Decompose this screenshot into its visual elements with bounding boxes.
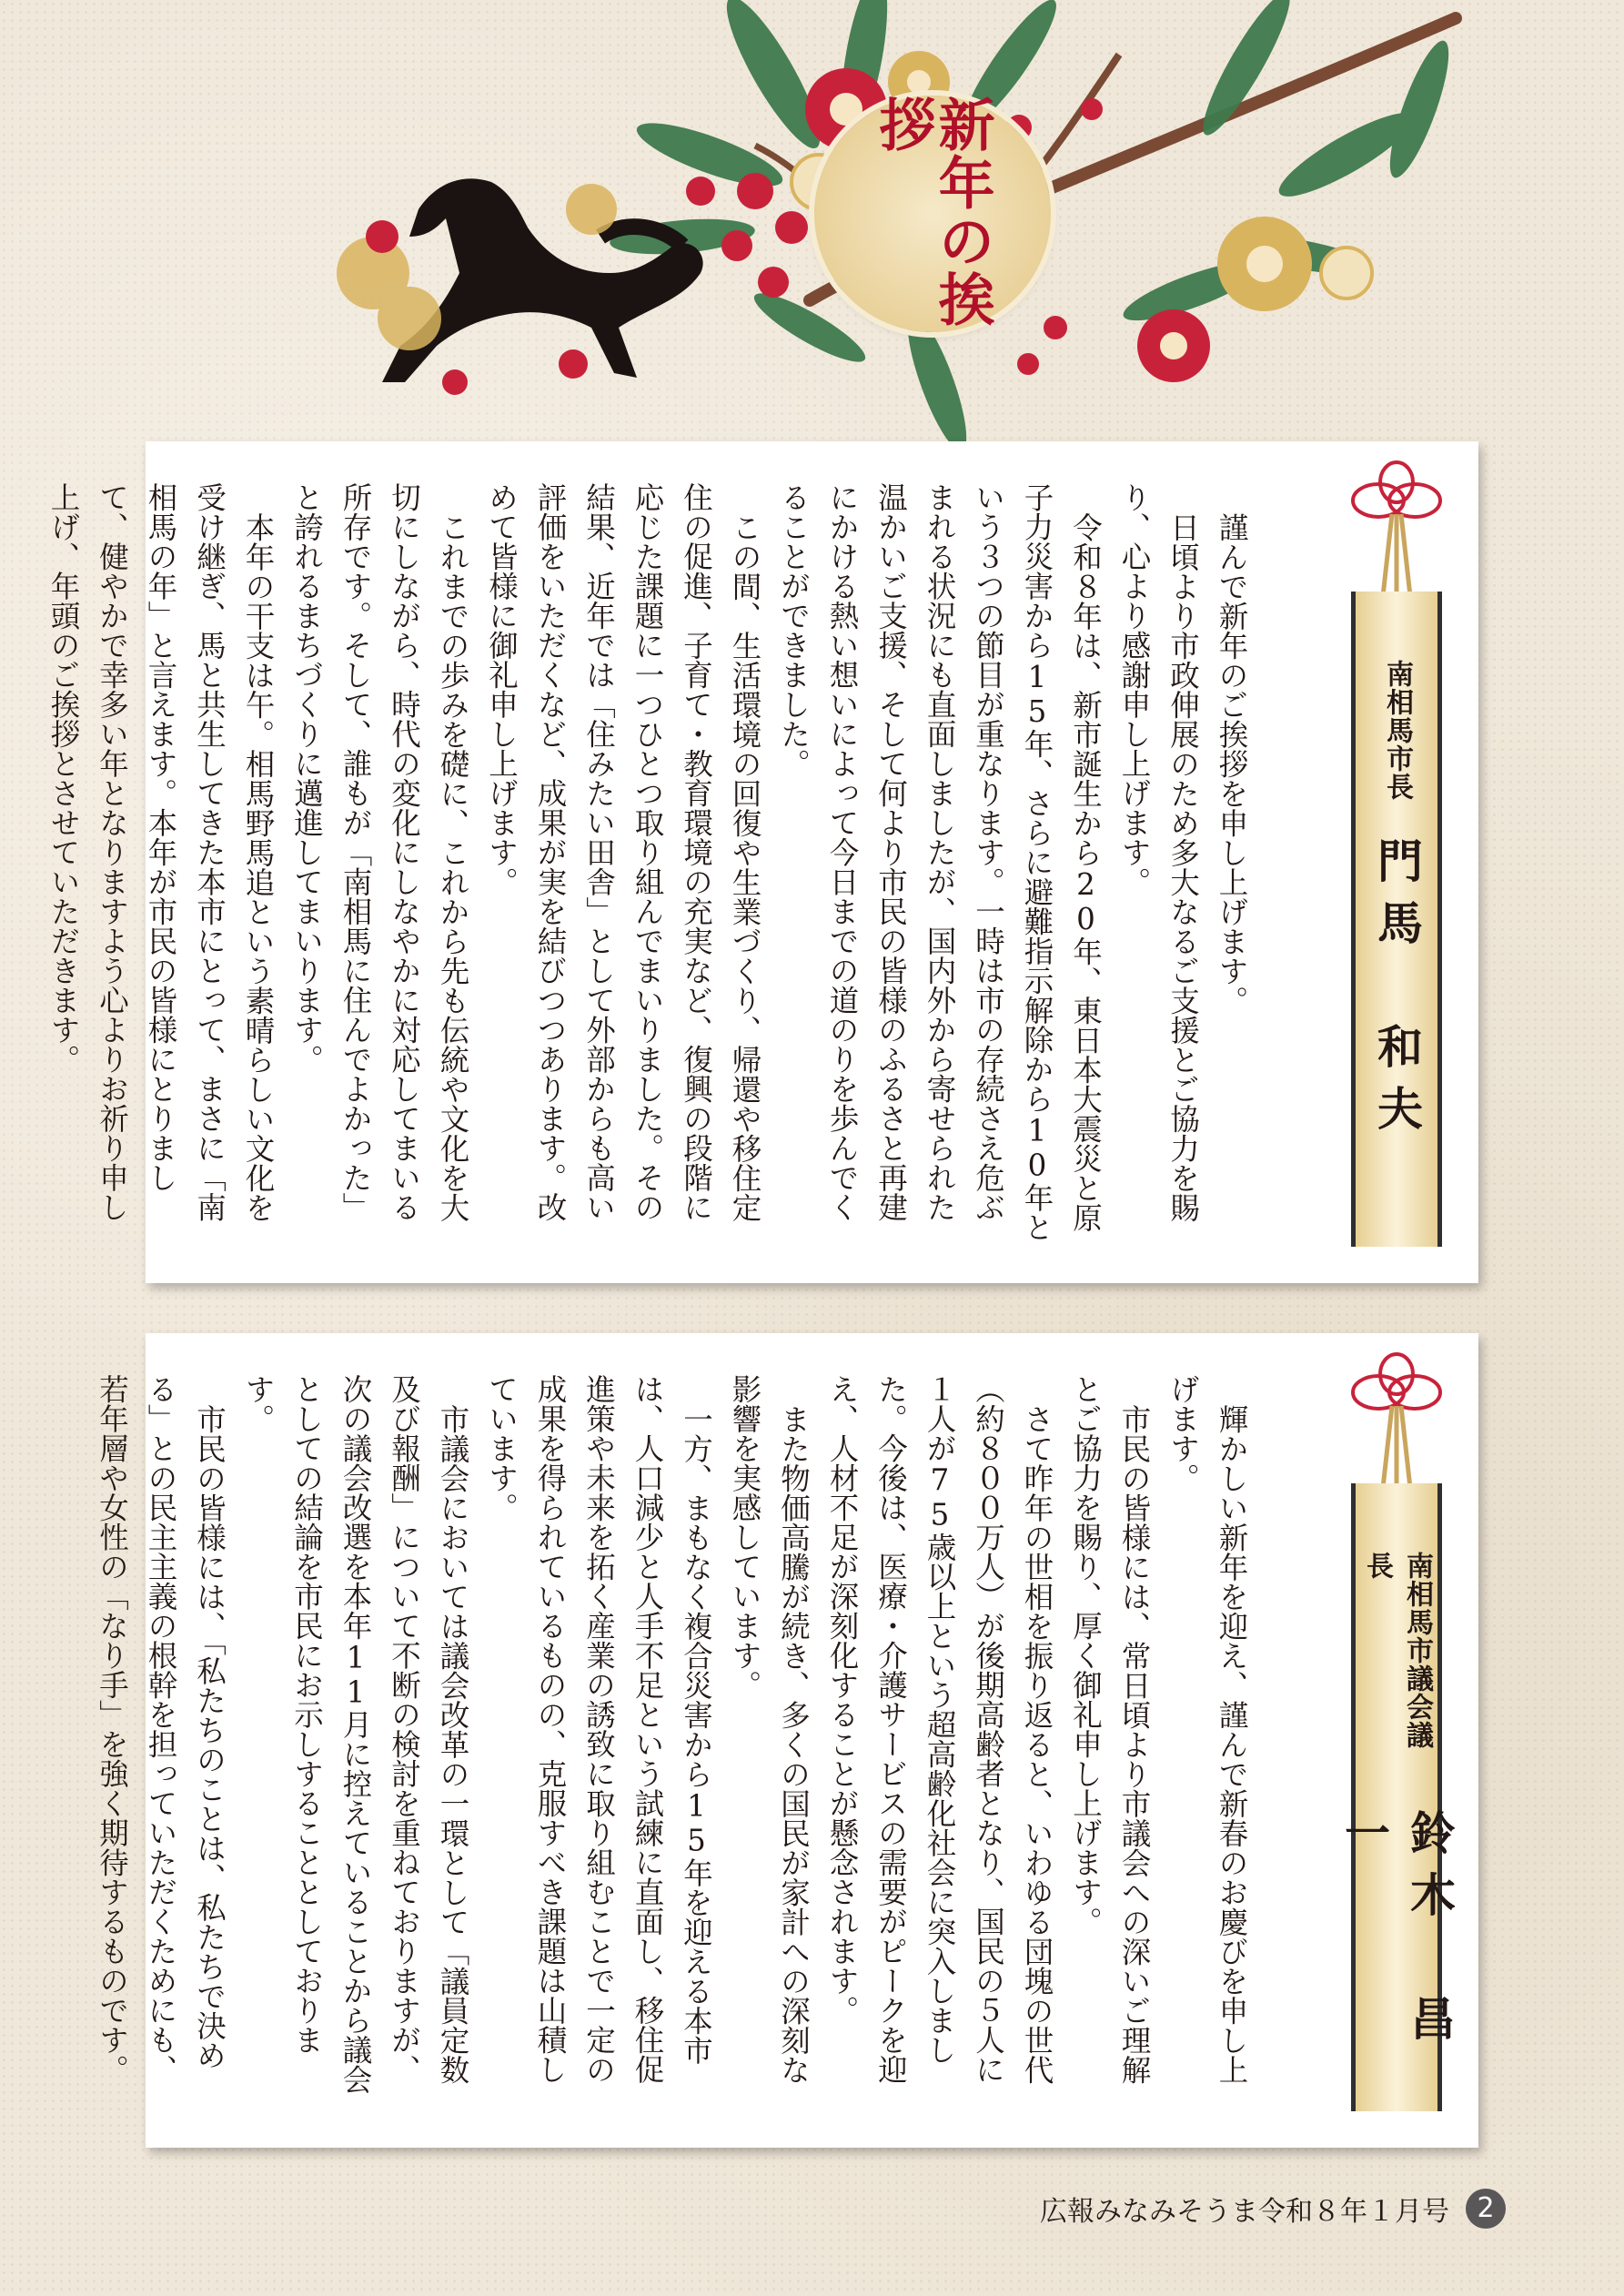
official-name: 門馬 和夫 — [1370, 837, 1424, 1147]
official-title: 南相馬市長 — [1381, 660, 1413, 801]
page-number: 2 — [1466, 2189, 1506, 2229]
paragraph: これまでの歩みを礎に、これから先も伝統や文化を大切にしながら、時代の変化にしなやかに対応してまいる所存です。そして、誰もが「南相馬に住んでよかった」と誇れるまちづくりに邁進してまいります。 — [289, 482, 470, 1222]
paragraph: 令和８年は、新市誕生から20年、東日本大震災と原子力災害から15年、さらに避難指示解除から10年という３つの節目が重なります。一時は市の存続さえ危ぶまれる状況にも直面しましたが、国内外から寄せられた温かいご支援、そして何より市民の皆様のふるさと再建にかける熱い想いによって今日までの道のりを歩んでくることができました。 — [776, 482, 1104, 1242]
footer — [1040, 2189, 1506, 2229]
paragraph: 本年の干支は午。相馬野馬追という素晴らしい文化を受け継ぎ、馬と共生してきた本市にとって、まさに「南相馬の年」と言えます。本年が市民の皆様にとりまして、健やかで幸多い年となりますよう心よりお祈り申し上げ、年頭のご挨拶とさせていただきます。 — [46, 482, 276, 1222]
paragraph: 市民の皆様には、「私たちのことは、私たちで決める」との民主主義の根幹を担っていただくためにも、若年層や女性の「なり手」を強く期待するものです。 — [95, 1374, 227, 2084]
publication-name: 広報みなみそうま令和８年１月号 — [1040, 2196, 1449, 2228]
paragraph: 一方、まもなく複合災害から15年を迎える本市は、人口減少と人手不足という試練に直面し、移住促進策や未来を拓く産業の誘致に取り組むことで一定の成果を得られているものの、克服すべき課題は山積しています。 — [484, 1374, 714, 2084]
title-medallion — [814, 96, 1051, 332]
page-title: 新年の挨拶 — [870, 96, 996, 329]
paragraph: この間、生活環境の回復や生業づくり、帰還や移住定住の促進、子育て・教育環境の充実など、復興の段階に応じた課題に一つひとつ取り組んでまいりました。その結果、近年では「住みたい田舎」として外部からも高い評価をいただくなど、成果が実を結びつつあります。改めて皆様に御礼申し上げます。 — [484, 482, 762, 1222]
mizuhiki-knot-icon — [1342, 1351, 1451, 1497]
name-strip — [1351, 592, 1442, 1247]
chair-greeting-card — [95, 1333, 1478, 2148]
greeting-body — [46, 482, 1256, 1247]
greeting-body — [95, 1374, 1256, 2111]
paragraph: 市民の皆様には、常日頃より市議会への深いご理解とご協力を賜り、厚く御礼申し上げます。 — [1068, 1374, 1152, 2084]
paragraph: さて昨年の世相を振り返ると、いわゆる団塊の世代（約８００万人）が後期高齢者となり、国民の５人に１人が75歳以上という超高齢化社会に突入しました。今後は、医療・介護サービスの需要がピークを迎え、人材不足が深刻化することが懸念されます。 — [825, 1374, 1054, 2084]
paragraph: また物価高騰が続き、多くの国民が家計への深刻な影響を実感しています。 — [728, 1374, 812, 2084]
paragraph: 謹んで新年のご挨拶を申し上げます。 — [1215, 511, 1249, 1015]
paragraph: 日頃より市政伸展のため多大なるご支援とご協力を賜り、心より感謝申し上げます。 — [1117, 482, 1201, 1222]
mayor-greeting-card — [46, 441, 1478, 1283]
official-name: 鈴木 昌一 — [1337, 1808, 1457, 2057]
official-title: 南相馬市議会議長 — [1361, 1552, 1433, 1749]
paragraph: 市議会においては議会改革の一環として「議員定数及び報酬」について不断の検討を重ねておりますが、次の議会改選を本年11月に控えていることから議会としての結論を市民にお示しすることとしております。 — [241, 1374, 470, 2094]
mizuhiki-knot-icon — [1342, 460, 1451, 605]
paragraph: 輝かしい新年を迎え、謹んで新春のお慶びを申し上げます。 — [1165, 1374, 1249, 2084]
name-strip — [1337, 1483, 1457, 2111]
